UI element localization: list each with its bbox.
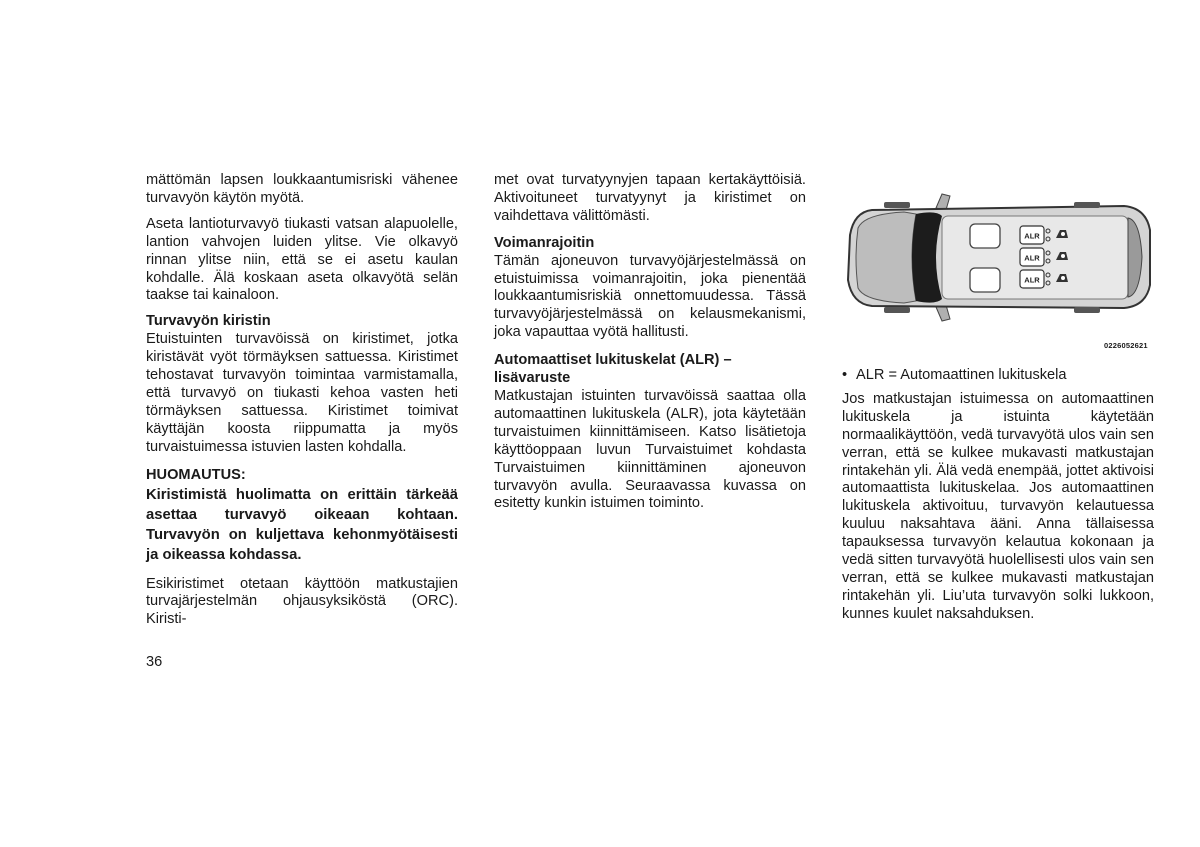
front-seat-passenger: [970, 224, 1000, 248]
bullet-item: [842, 367, 1154, 385]
alr-label-text: ALR: [1024, 275, 1040, 285]
alr-label-text: ALR: [1024, 253, 1040, 263]
wheel: [884, 202, 910, 208]
paragraph: Jos matkustajan istuimessa on automaattinen lukituskela ja istuinta käytetään normaalikäyttöön, vedä turvavyötä ulos vain sen verran, että se kulkee mukavasti matkustajan rintakehän yli. Älä vedä enempää, jottet aktivoisi automaattista lukituskelaa. Jos automaattinen lukituskela aktivoituu, turvavyön kelautuessa kuuluu naksahtava ääni. Anna tällaisessa tapauksessa turvavyön kelautua kokonaan ja vedä sitten turvavyötä huolellisesti ulos vain sen verran, että se kulkee mukavasti matkustajan rintakehän yli. Liu’uta turvavyön solki lukkoon, kunnes kuulet naksahduksen.: [842, 390, 1154, 622]
alr-label-text: ALR: [1024, 231, 1040, 241]
paragraph: Aseta lantioturvavyö tiukasti vatsan alapuolelle, lantion vahvojen luiden ylitse. Vie olkavyö rinnan ylitse niin, että se ei asetu kaulan kohdalle. Älä koskaan aseta olkavyötä selän taakse tai kainaloon.: [146, 215, 458, 304]
mirror-top: [936, 194, 950, 210]
note-heading: HUOMAUTUS:: [146, 466, 246, 483]
bullet-icon: •: [842, 367, 848, 383]
section-heading: Automaattiset lukituskelat (ALR) – lisävaruste: [494, 352, 732, 387]
vehicle-alr-diagram: [844, 190, 1156, 355]
wheel: [1074, 202, 1100, 208]
section-alr: [494, 352, 806, 513]
paragraph: Tämän ajoneuvon turvavyöjärjestelmässä on etuistuimissa voimanrajoitin, joka pienentää loukkaantumisriskiä onnettomuudessa. Tässä turvavyöjärjestelmässä on kelausmekanismi, joka vapauttaa vyötä hallitusti.: [494, 252, 806, 341]
section-load-limiter: [494, 235, 806, 342]
paragraph: Etuistuinten turvavöissä on kiristimet, jotka kiristävät vyöt törmäyksen sattuessa. Kiristimet tehostavat turvavyön toimintaa varmistamalla, että turvavyö on tiukasti kehoa vasten heti törmäyksen sattuessa. Kiristimet toimivat käyttäjän koosta riippumatta ja myös turvaistuimessa istuvien lasten kohdalla.: [146, 331, 458, 455]
paragraph: Esikiristimet otetaan käyttöön matkustajien turvajärjestelmän ohjausyksiköstä (ORC). Kiristi-: [146, 575, 458, 628]
front-seat-driver: [970, 268, 1000, 292]
wheel: [1074, 307, 1100, 313]
note-text: Kiristimistä huolimatta on erittäin tärkeää asettaa turvavyö oikeaan kohtaan. Turvavyön on kuljettava kehonmyötäisesti ja oikeassa kohdassa.: [146, 486, 458, 563]
figure-code: 0226052621: [1104, 341, 1148, 350]
paragraph: Matkustajan istuinten turvavöissä saattaa olla automaattinen lukituskela (ALR), jota käytetään turvaistuimen kiinnittämiseen. Katso lisätietoja käyttöoppaan luvun Turvaistuimet kohdasta Turvaistuimen kiinnittäminen ajoneuvon turvavyön avulla. Seuraavassa kuvassa on esitetty kunkin istuimen toiminto.: [494, 387, 806, 512]
car-hood: [856, 212, 916, 303]
left-column: [146, 172, 458, 637]
page-number: 36: [146, 654, 163, 670]
middle-column: [494, 172, 806, 521]
paragraph: mättömän lapsen loukkaantumisriski vähenee turvavyön käytön myötä.: [146, 172, 458, 206]
bullet-text: ALR = Automaattinen lukituskela: [856, 367, 1067, 383]
car-top-view-illustration: [844, 190, 1156, 325]
section-heading: Turvavyön kiristin: [146, 313, 271, 330]
section-pretensioner: [146, 313, 458, 456]
paragraph: met ovat turvatyynyjen tapaan kertakäyttöisiä. Aktivoituneet turvatyynyt ja kiristimet on vaihdettava välittömästi.: [494, 172, 806, 224]
right-column: [842, 367, 1154, 632]
wheel: [884, 307, 910, 313]
section-heading: Voimanrajoitin: [494, 234, 595, 251]
